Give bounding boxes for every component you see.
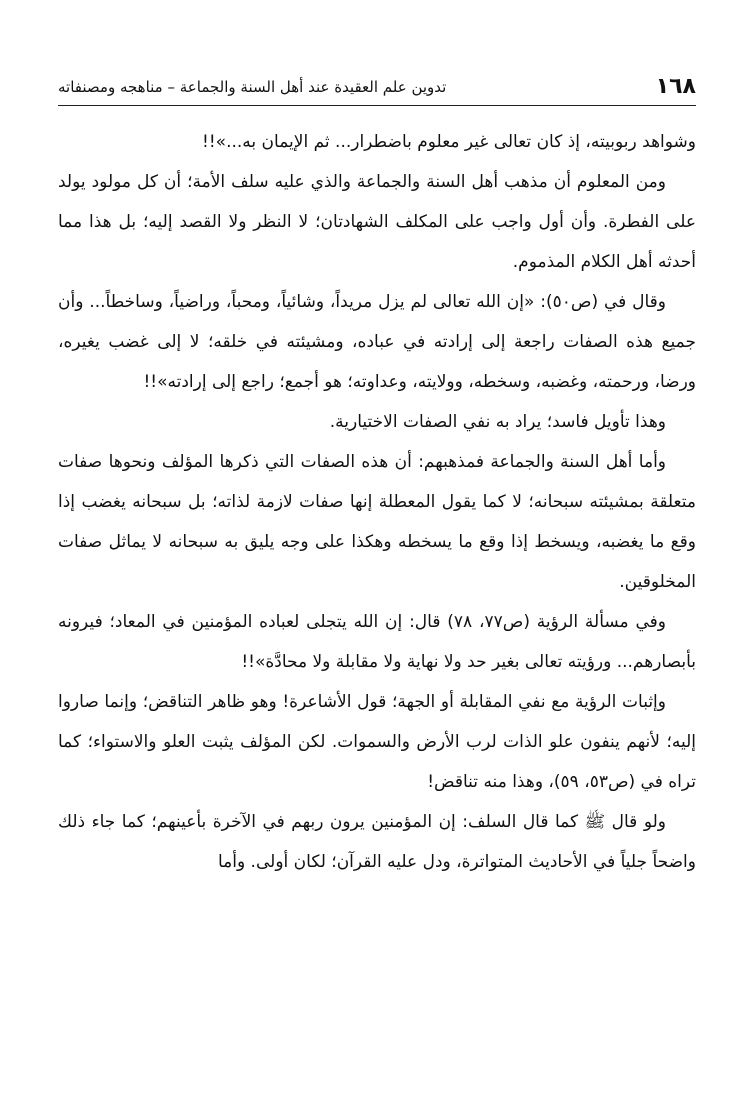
body-text xyxy=(58,122,696,1068)
header-rule xyxy=(58,105,696,106)
paragraph-6: وفي مسألة الرؤية (ص٧٧، ٧٨) قال: إن الله يتجلى لعباده المؤمنين في المعاد؛ فيرونه بأبصارهم... ورؤيته تعالى بغير حد ولا نهاية ولا مقابلة ولا محادَّة»!! xyxy=(58,612,696,672)
running-title: تدوين علم العقيدة عند أهل السنة والجماعة – مناهجه ومصنفاته xyxy=(58,77,447,96)
paragraph-8: ولو قال ﷺ كما قال السلف: إن المؤمنين يرون ربهم في الآخرة بأعينهم؛ كما جاء ذلك واضحاً جلياً في الأحاديث المتواترة، ودل عليه القرآن؛ لكان أولى. وأما xyxy=(58,812,696,872)
paragraph-7: وإثبات الرؤية مع نفي المقابلة أو الجهة؛ قول الأشاعرة! وهو ظاهر التناقض؛ وإنما صاروا إليه؛ لأنهم ينفون علو الذات لرب الأرض والسموات. لكن المؤلف يثبت العلو والاستواء؛ كما تراه في (ص٥٣، ٥٩)، وهذا منه تناقض! xyxy=(58,692,696,792)
paragraph-1: وشواهد ربوبيته، إذ كان تعالى غير معلوم باضطرار... ثم الإيمان به...»!! xyxy=(202,132,696,152)
paragraph-2: ومن المعلوم أن مذهب أهل السنة والجماعة والذي عليه سلف الأمة؛ أن كل مولود يولد على الفطرة. وأن أول واجب على المكلف الشهادتان؛ لا النظر ولا القصد إليه؛ بل هذا مما أحدثه أهل الكلام المذموم. xyxy=(58,172,696,272)
page-header xyxy=(58,72,696,102)
paragraph-5: وأما أهل السنة والجماعة فمذهبهم: أن هذه الصفات التي ذكرها المؤلف ونحوها صفات متعلقة بمشيئته سبحانه؛ لا كما يقول المعطلة إنها صفات لازمة لذاته؛ بل سبحانه يغضب إذا وقع ما يغضبه، ويسخط إذا وقع ما يسخطه وهكذا على وجه يليق به سبحانه لا يماثل صفات المخلوقين. xyxy=(58,452,696,592)
paragraph-4: وهذا تأويل فاسد؛ يراد به نفي الصفات الاختيارية. xyxy=(329,412,666,432)
page-number: ١٦٨ xyxy=(655,74,696,99)
paragraph-3: وقال في (ص٥٠): «إن الله تعالى لم يزل مريداً، وشائياً، ومحباً، وراضياً، وساخطاً... وأن جميع هذه الصفات راجعة إلى إرادته في عباده، ومشيئته في خلقه؛ لا إلى غضب يغيره، ورضا، ورحمته، وغضبه، وسخطه، وولايته، وعداوته؛ هو أجمع؛ راجع إلى إرادته»!! xyxy=(58,292,696,392)
